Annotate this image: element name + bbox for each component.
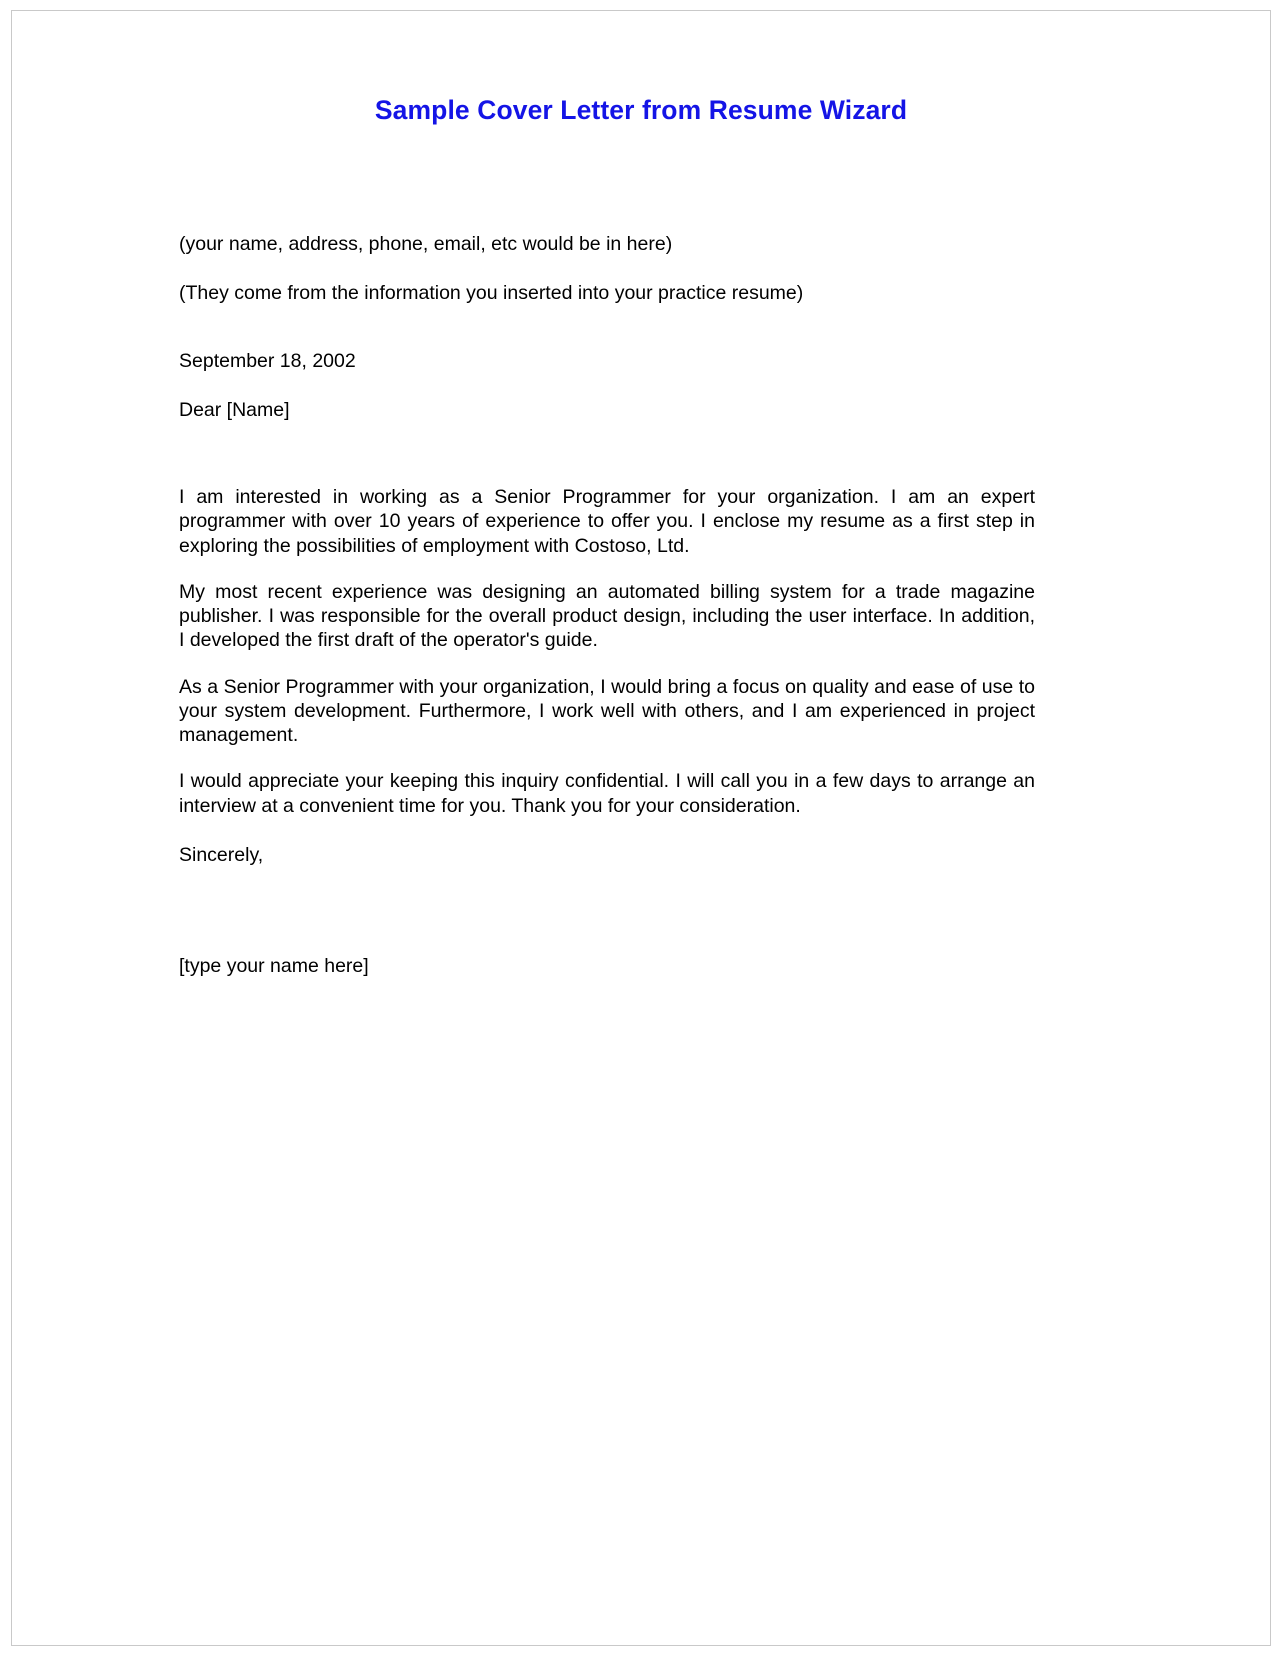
signature-name-placeholder: [type your name here] bbox=[179, 954, 369, 977]
body-paragraph-3: As a Senior Programmer with your organization, I would bring a focus on quality and ease of use to your system development. Furthermore, I work well with others, and I am experienced in project management. bbox=[179, 675, 1035, 747]
letter-date: September 18, 2002 bbox=[179, 350, 356, 372]
letterhead-line-2: (They come from the information you inserted into your practice resume) bbox=[179, 282, 804, 304]
closing-valediction: Sincerely, bbox=[179, 843, 264, 866]
page-title: Sample Cover Letter from Resume Wizard bbox=[374, 94, 908, 125]
spacer bbox=[179, 373, 1035, 399]
signature-space bbox=[179, 867, 1035, 955]
document-sheet bbox=[11, 10, 1271, 1646]
spacer bbox=[179, 818, 1035, 844]
body-paragraph-4: I would appreciate your keeping this inquiry confidential. I will call you in a few days to arrange an interview at a convenient time for you. Thank you for your consideration. bbox=[179, 770, 1035, 817]
spacer bbox=[179, 422, 1035, 485]
letterhead-line-1: (your name, address, phone, email, etc would be in here) bbox=[179, 233, 673, 255]
salutation: Dear [Name] bbox=[179, 399, 290, 421]
body-paragraph-1: I am interested in working as a Senior Programmer for your organization. I am an expert programmer with over 10 years of experience to offer you. I enclose my resume as a first step in exploring the possibilities of employment with Costoso, Ltd. bbox=[179, 486, 1035, 557]
letter-content bbox=[179, 233, 1035, 978]
spacer bbox=[179, 305, 1035, 350]
body-paragraph-2: My most recent experience was designing an automated billing system for a trade magazine publisher. I was responsible for the overall product design, including the user interface. In addition, I developed the first draft of the operator's guide. bbox=[179, 580, 1035, 652]
spacer bbox=[179, 256, 1035, 282]
